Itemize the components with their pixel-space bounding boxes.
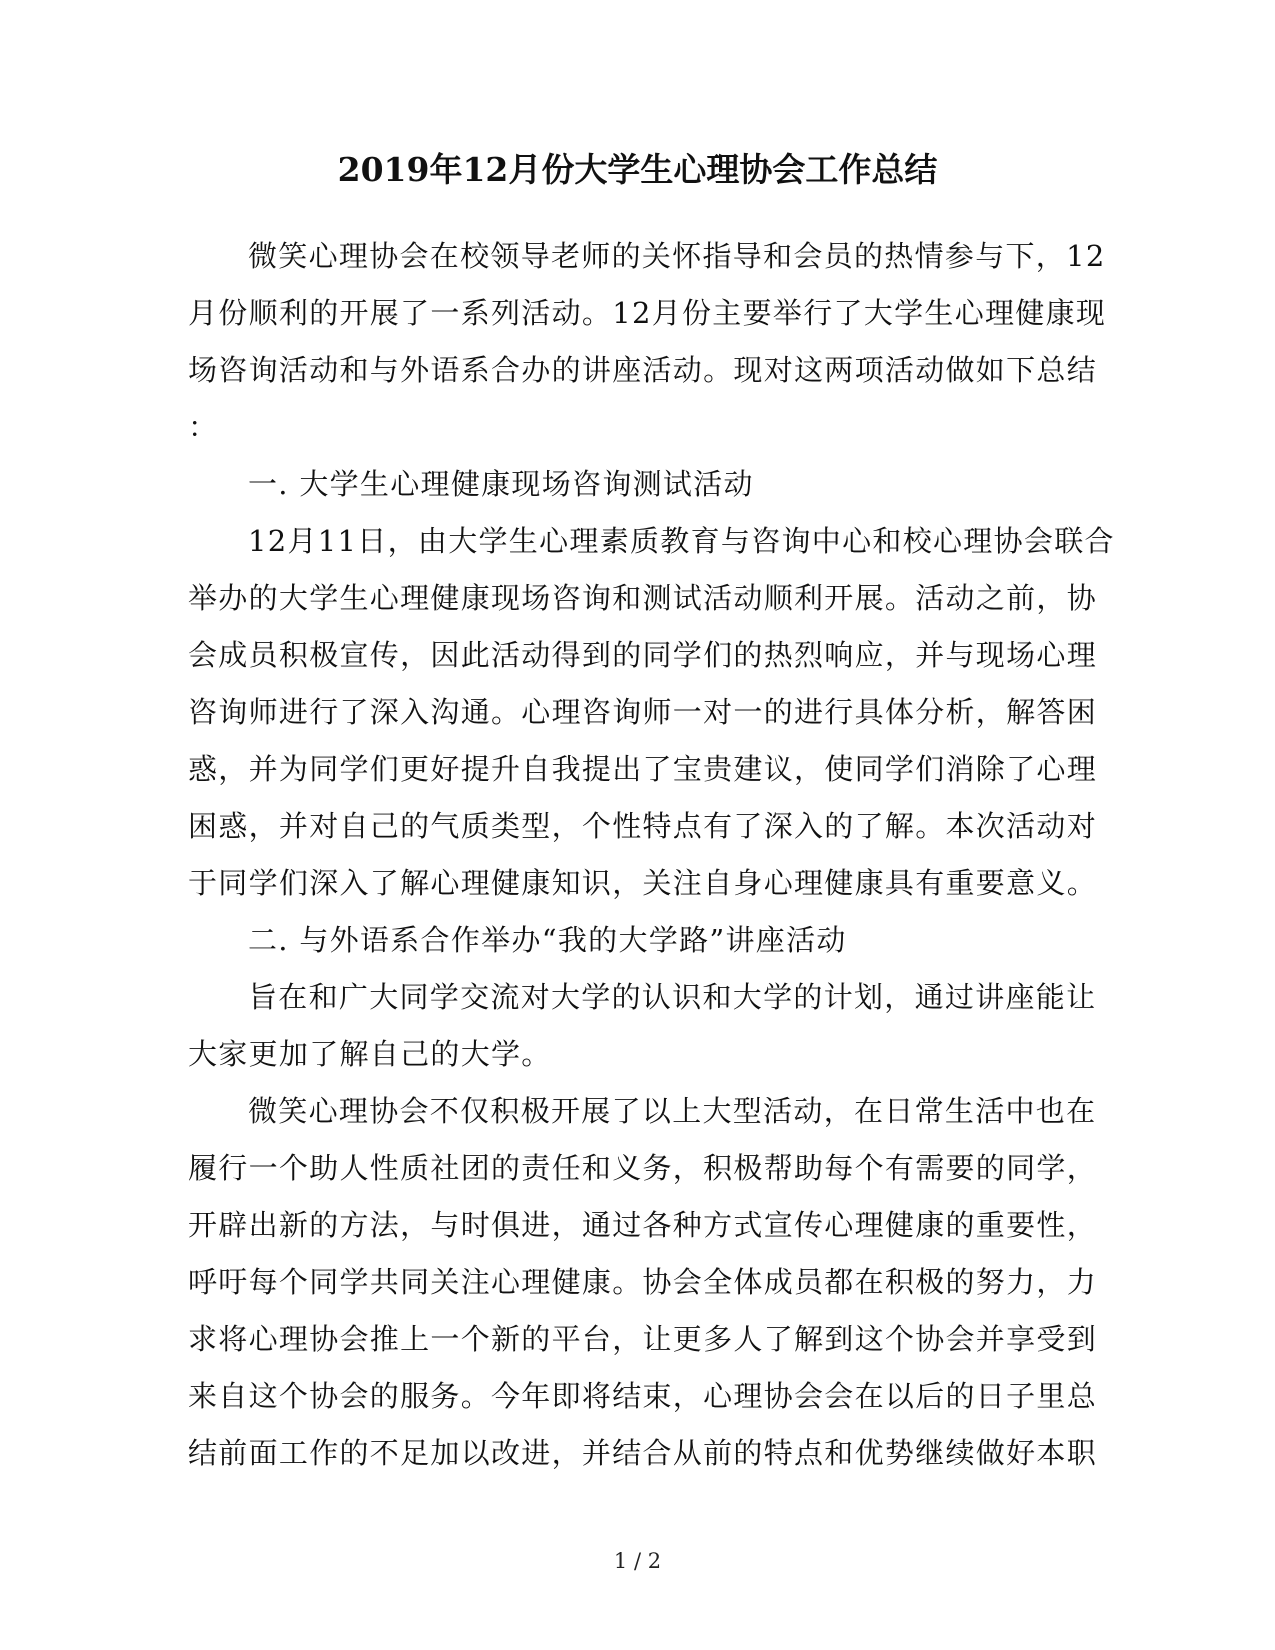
paragraph-line: 困惑，并对自己的气质类型，个性特点有了深入的了解。本次活动对 (188, 809, 1098, 843)
paragraph-line: 旨在和广大同学交流对大学的认识和大学的计划，通过讲座能让 (248, 980, 1097, 1014)
paragraph-line: 咨询师进行了深入沟通。心理咨询师一对一的进行具体分析，解答困 (188, 695, 1098, 729)
paragraph-line: 惑，并为同学们更好提升自我提出了宝贵建议，使同学们消除了心理 (188, 752, 1098, 786)
paragraph-line: 12月11日，由大学生心理素质教育与咨询中心和校心理协会联合 (248, 524, 1115, 558)
paragraph-line: 月份顺利的开展了一系列活动。12月份主要举行了大学生心理健康现 (188, 296, 1107, 330)
paragraph-line: 微笑心理协会在校领导老师的关怀指导和会员的热情参与下，12 (248, 239, 1106, 273)
paragraph-line: 呼吁每个同学共同关注心理健康。协会全体成员都在积极的努力，力 (188, 1265, 1098, 1299)
paragraph-line: 开辟出新的方法，与时俱进，通过各种方式宣传心理健康的重要性， (188, 1208, 1098, 1242)
paragraph-line: 于同学们深入了解心理健康知识，关注自身心理健康具有重要意义。 (188, 866, 1098, 900)
page-number: 1 / 2 (613, 1549, 662, 1573)
paragraph-line: ： (188, 410, 219, 444)
section-heading: 一. 大学生心理健康现场咨询测试活动 (248, 467, 754, 501)
paragraph-line: 会成员积极宣传，因此活动得到的同学们的热烈响应，并与现场心理 (188, 638, 1098, 672)
paragraph-line: 微笑心理协会不仅积极开展了以上大型活动，在日常生活中也在 (248, 1094, 1097, 1128)
section-heading: 二. 与外语系合作举办“我的大学路”讲座活动 (248, 923, 847, 957)
paragraph-line: 来自这个协会的服务。今年即将结束，心理协会会在以后的日子里总 (188, 1379, 1098, 1413)
paragraph-line: 大家更加了解自己的大学。 (188, 1037, 552, 1071)
paragraph-line: 举办的大学生心理健康现场咨询和测试活动顺利开展。活动之前，协 (188, 581, 1098, 615)
paragraph-line: 结前面工作的不足加以改进，并结合从前的特点和优势继续做好本职 (188, 1436, 1098, 1470)
paragraph-line: 求将心理协会推上一个新的平台，让更多人了解到这个协会并享受到 (188, 1322, 1098, 1356)
paragraph-line: 场咨询活动和与外语系合办的讲座活动。现对这两项活动做如下总结 (188, 353, 1098, 387)
document-title: 2019年12月份大学生心理协会工作总结 (337, 150, 938, 189)
document-body (188, 228, 1115, 1482)
paragraph-line: 履行一个助人性质社团的责任和义务，积极帮助每个有需要的同学， (188, 1151, 1098, 1185)
